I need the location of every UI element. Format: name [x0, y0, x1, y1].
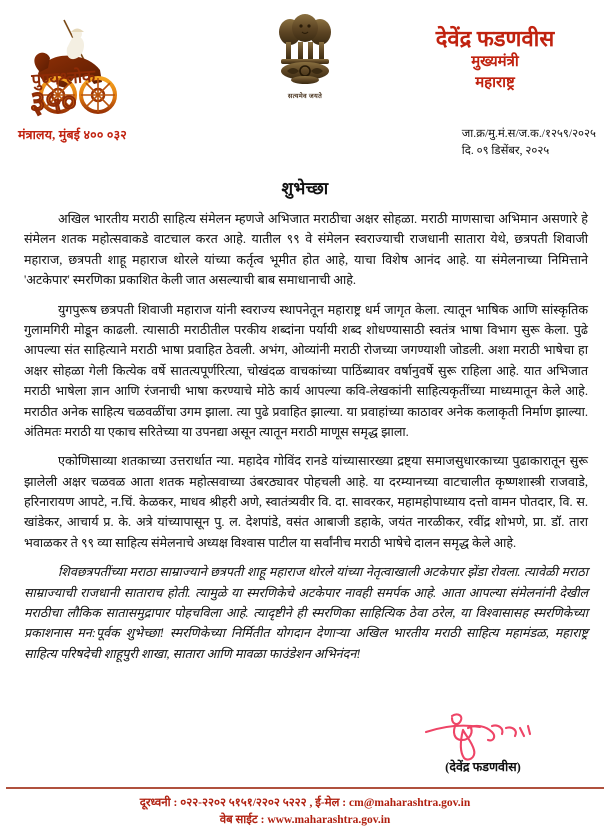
email-separator: :	[342, 796, 350, 809]
website-separator: :	[260, 813, 268, 826]
paragraph-1: अखिल भारतीय मराठी साहित्य संमेलन म्हणजे अभिजात मराठीचा अक्षर सोहळा. मराठी माणसाचा अभिमान असणारे हे संमेलन शतक महोत्सवाकडे वाटचाल करत आहे. यातील ९९ वे संमेलन स्वराज्याची राजधानी सातारा येथे, छत्रपती शिवाजी महाराज, छत्रपती शाहू महाराज थोरले यांच्या कर्तृत्व भूमीत होत आहे, याचा विशेष आनंद आहे. या संमेलनाच्या निमित्ताने 'अटकेपार' स्मरणिका प्रकाशित केली जात असल्याची बाब समाधानाची आहे.	[24, 212, 588, 288]
signature-area	[378, 706, 588, 775]
svg-text:३५०: ३५०	[30, 86, 77, 119]
india-state-emblem	[259, 12, 351, 100]
paragraph-3: एकोणिसाव्या शतकाच्या उत्तरार्धात न्या. महादेव गोविंद रानडे यांच्यासारख्या द्रष्ट्या समाजसुधारकाच्या पुढाकारातून सुरू झालेली अक्षर चळवळ आता शतक महोत्सवाच्या उंबरठ्यावर पोहचली आहे. या दरम्यानच्या वाटचालीत कृष्णशास्त्री राजवाडे, हरिनारायण आपटे, न.चिं. केळकर, माधव श्रीहरी अणे, स्वातंत्र्यवीर वि. दा. सावरकर, महामहोपाध्याय दत्तो वामन पोतदार, वि. स. खांडेकर, आचार्य प्र. के. अत्रे यांच्यापासून पु. ल. देशपांडे, वसंत आबाजी डहाके, जयंत नारळीकर, रवींद्र शोभणे, प्रा. डॉ. तारा भवाळकर ते ९९ व्या साहित्य संमेलनाचे अध्यक्ष विश्वास पाटील या सर्वांनीच मराठी भाषेचे दालन समृद्ध केले आहे.	[24, 454, 588, 550]
paragraph-2: युगपुरूष छत्रपती शिवाजी महाराज यांनी स्वराज्य स्थापनेतून महाराष्ट्र धर्म जागृत केला. त्यातून भाषिक आणि सांस्कृतिक गुलामगिरी मोडून काढली. त्यासाठी मराठीतील परकीय शब्दांना पर्यायी शब्द शोधण्यासाठी स्वतंत्र भाषा विभाग सुरू केला. पुढे आपल्या संत साहित्याने मराठी भाषा प्रवाहित ठेवली. अभंग, ओव्यांनी मराठी रोजच्या जगण्याशी जोडली. अशा मराठी भाषेचा हा अक्षर सोहळा गेली कित्येक वर्षे सातत्यपूर्णरित्या, चोखंदळ वाचकांच्या पाठिंब्यावर वर्षानुवर्षे सुरू राहिला आहे. यात अभिजात मराठी भाषेला ज्ञान आणि रंजनाची भाषा करण्याचे मोठे कार्य आपल्या कवि-लेखकांनी साहित्यकृतींच्या माध्यमातून केले आहे. मराठीत अनेक साहित्य चळवळींचा उगम झाला. त्या पुढे प्रवाहित झाल्या. या प्रवाहांच्या काठावर अनेक कलाकृती निर्माण झाल्या. अंतिमतः मराठी या एकाच सरितेच्या या उपनद्या असून त्यातून मराठी माणूस समृद्ध झाला.	[24, 302, 588, 439]
page-title: शुभेच्छा	[281, 179, 329, 198]
signatory-name: (देवेंद्र फडणवीस)	[445, 760, 521, 774]
phone-label: दूरध्वनी	[139, 796, 171, 809]
punyashlok-350-logo	[14, 12, 146, 122]
website-value[interactable]: www.maharashtra.gov.in	[267, 813, 391, 826]
letterhead-header	[0, 0, 610, 160]
signature-mark	[378, 706, 588, 762]
footer-divider	[6, 787, 604, 789]
emblem-motto: सत्यमेव जयते	[287, 93, 323, 100]
email-label: ई-मेल	[315, 796, 340, 809]
reference-number: जा.क्र/मु.मं.स/ज.क./१२५९/२०२५	[461, 128, 596, 140]
ministry-address: मंत्रालय, मुंबई ४०० ०३२	[18, 128, 127, 142]
cm-state: महाराष्ट्र	[475, 74, 515, 91]
phone-value: ०२२-२२०२ ५१५१/२२०२ ५२२२	[180, 796, 307, 809]
cm-designation: मुख्यमंत्री	[471, 54, 519, 71]
phone-separator: :	[173, 796, 181, 809]
footer-contact-line	[0, 795, 610, 812]
chief-minister-block	[390, 26, 600, 93]
letter-date: दि. ०९ डिसेंबर, २०२५	[461, 144, 550, 157]
website-label: वेब साईट	[219, 813, 258, 826]
paragraph-4: शिवछत्रपतींच्या मराठा साम्राज्याने छत्रपती शाहू महाराज थोरले यांच्या नेतृत्वाखाली अटकेपार झेंडा रोवला. त्यावेळी मराठा साम्राज्याची राजधानी साताराच होती. त्यामुळे या स्मरणिकेचे अटकेपार नावही समर्पक आहे. आता आपल्या संमेलनांनी देखील मराठीचा लौकिक सातासमुद्रापार पोहचविला आहे. त्यादृष्टीने ही स्मरणिका साहित्यिक ठेवा ठरेल, या विश्वासासह स्मरणिकेच्या प्रकाशनास मन:पूर्वक शुभेच्छा! स्मरणिकेच्या निर्मितीत योगदान देणाऱ्या अखिल भारतीय मराठी साहित्य महामंडळ, महाराष्ट्र साहित्य परिषदेची शाहूपुरी शाखा, सातारा आणि मावळा फाउंडेशन अभिनंदन!	[24, 565, 588, 661]
letter-body	[0, 209, 610, 664]
reference-block	[462, 126, 596, 159]
contact-separator: ,	[309, 796, 316, 809]
cm-name: देवेंद्र फडणवीस	[435, 26, 555, 51]
email-value[interactable]: cm@maharashtra.gov.in	[349, 796, 471, 809]
svg-text:पुण्यश्लोक: पुण्यश्लोक	[30, 66, 96, 90]
letter-footer	[0, 787, 610, 829]
footer-website-line	[0, 812, 610, 829]
